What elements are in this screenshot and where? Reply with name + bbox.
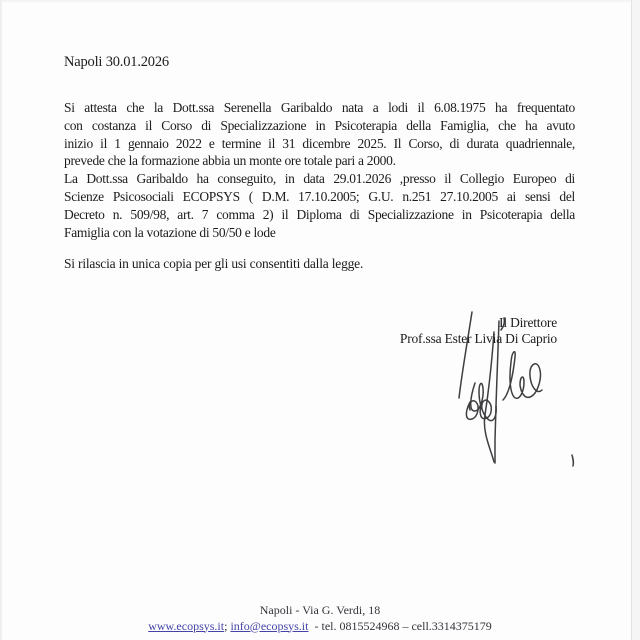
paragraph-line: con costanza il Corso di Specializzazione in Psicoterapia della Famiglia, che ha avuto xyxy=(64,117,575,133)
page-edge-left xyxy=(0,0,2,640)
date-line: Napoli 30.01.2026 xyxy=(64,54,169,70)
paragraph-line: Decreto n. 509/98, art. 7 comma 2) il Diploma di Specializzazione in Psicoterapia della xyxy=(64,206,575,222)
website-link[interactable]: www.ecopsys.it xyxy=(148,618,225,633)
page-edge-top xyxy=(0,0,640,2)
paragraph-line: Si attesta che la Dott.ssa Serenella Garibaldo nata a lodi il 6.08.1975 ha frequentato xyxy=(64,100,575,115)
paragraph-line: prevede che la formazione abbia un monte ore totale pari a 2000. xyxy=(64,153,396,169)
footer-contact: - tel. 0815524968 – cell.3314375179 xyxy=(308,618,492,633)
signature-ink xyxy=(440,303,590,473)
email-link[interactable]: info@ecopsys.it xyxy=(230,618,309,633)
footer-address: Napoli - Via G. Verdi, 18 xyxy=(259,603,381,617)
footer-contact-line xyxy=(0,619,640,634)
page-edge-right xyxy=(631,0,640,640)
director-name: Prof.ssa Ester Livia Di Caprio xyxy=(399,330,557,346)
director-title: Il Direttore xyxy=(499,315,557,330)
paragraph-line: Famiglia con la votazione di 50/50 e lode xyxy=(64,224,276,240)
paragraph-line: La Dott.ssa Garibaldo ha conseguito, in data 29.01.2026 ,presso il Collegio Europeo di xyxy=(64,171,575,187)
paragraph-line: Scienze Psicosociali ECOPSYS ( D.M. 17.10.2005; G.U. n.251 27.10.2005 ai sensi del xyxy=(64,188,575,204)
closing-line: Si rilascia in unica copia per gli usi consentiti dalla legge. xyxy=(64,256,364,271)
attestation-paragraph xyxy=(64,99,575,241)
footer xyxy=(0,603,640,633)
link-separator: ; xyxy=(224,618,231,633)
paragraph-line: inizio il 1 gennaio 2022 e termine il 31 dicembre 2025. Il Corso, di durata quadriennale, xyxy=(64,135,575,151)
